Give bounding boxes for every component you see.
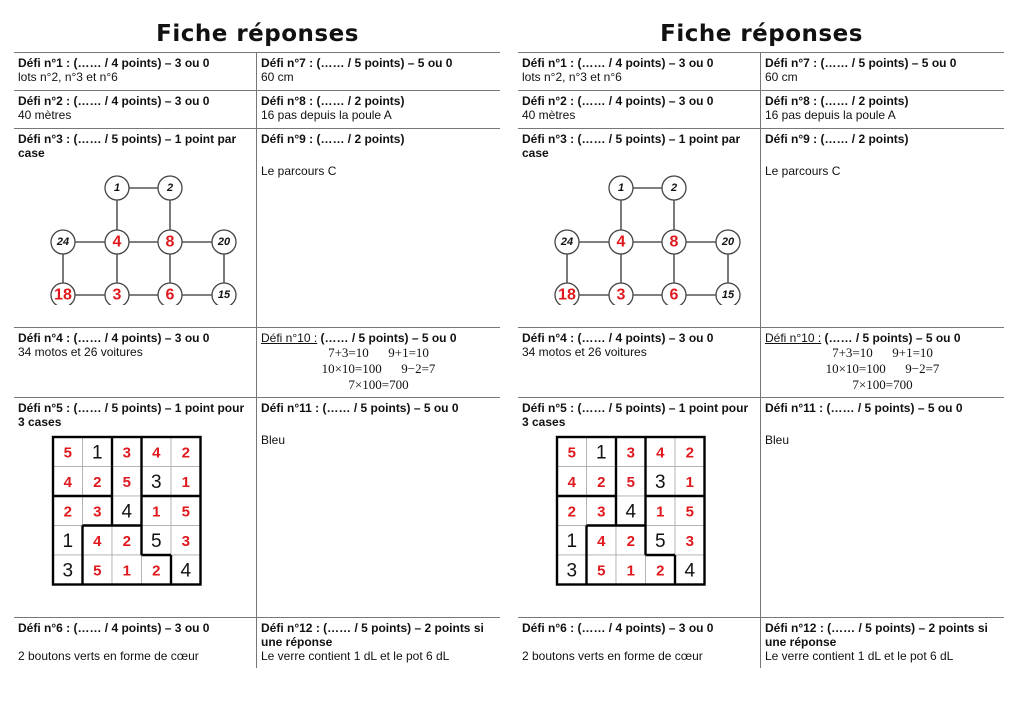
graph-node-value: 1 [113,182,121,194]
square-value: 2 [626,532,635,550]
square-value: 3 [122,444,131,462]
defi-8-cell [257,91,500,128]
square-value: 5 [567,444,576,462]
defi-9-answer: Le parcours C [765,164,841,178]
defi-1-answer: lots n°2, n°3 et n°6 [18,70,118,84]
row-6 [14,618,500,668]
graph-node-value: 1 [617,182,625,194]
row-1 [518,53,1004,91]
square-value: 1 [152,503,161,521]
graph-node-value: 4 [616,233,626,251]
defi-10-cell [257,328,500,397]
square-value: 5 [654,530,666,552]
graph-node-value: 4 [112,233,122,251]
defi-2-answer: 40 mètres [522,108,576,122]
row-4 [518,328,1004,398]
answer-grid [518,52,1004,668]
number-graph [522,160,756,305]
defi-4-header: Défi n°4 : (…… / 4 points) – 3 ou 0 [522,331,714,345]
square-value: 1 [656,503,665,521]
square-value: 1 [122,562,131,580]
defi-12-answer: Le verre contient 1 dL et le pot 6 dL [765,649,954,663]
defi-10-line-3: 7×100=700 [348,377,409,392]
square-value: 4 [684,560,696,582]
graph-node-value: 8 [165,233,175,251]
defi-6-cell [518,618,761,668]
square-value: 1 [685,473,694,491]
defi-11-cell [257,398,500,617]
defi-10-label: Défi n°10 : [261,331,318,345]
defi-11-header: Défi n°11 : (…… / 5 points) – 5 ou 0 [765,401,963,415]
defi-8-answer: 16 pas depuis la poule A [261,108,392,122]
defi-10-header: (…… / 5 points) – 5 ou 0 [317,331,457,345]
defi-10-line-1: 7+3=10 9+1=10 [832,345,933,360]
defi-5-cell [518,398,761,617]
defi-10-cell [761,328,1004,397]
defi-10-header: (…… / 5 points) – 5 ou 0 [821,331,961,345]
graph-node-value: 8 [669,233,679,251]
defi-9-cell [761,129,1004,327]
defi-3-header: Défi n°3 : (…… / 5 points) – 1 point par case [18,132,237,160]
square-value: 3 [93,503,102,521]
defi-1-answer: lots n°2, n°3 et n°6 [522,70,622,84]
square-value: 2 [181,444,190,462]
defi-11-answer: Bleu [765,433,790,447]
defi-4-header: Défi n°4 : (…… / 4 points) – 3 ou 0 [18,331,210,345]
defi-8-cell [761,91,1004,128]
row-6 [518,618,1004,668]
defi-10-line-2: 10×10=100 9−2=7 [825,361,940,376]
defi-7-answer: 60 cm [261,70,294,84]
square-value: 3 [597,503,606,521]
defi-4-cell [518,328,761,397]
graph-node-value: 18 [54,286,72,304]
latin-square [18,429,252,589]
defi-3-cell [14,129,257,327]
graph-node-value: 3 [616,286,626,304]
square-value: 2 [152,562,161,580]
defi-1-header: Défi n°1 : (…… / 4 points) – 3 ou 0 [522,56,714,70]
square-value: 1 [626,562,635,580]
graph-node-value: 6 [165,286,175,304]
square-value: 3 [181,532,190,550]
square-value: 5 [122,473,131,491]
row-1 [14,53,500,91]
square-value: 3 [566,560,578,582]
graph-node-value: 2 [166,182,174,194]
answer-sheet [518,14,1005,668]
square-value: 4 [93,532,102,550]
square-value: 4 [567,473,576,491]
square-value: 2 [597,473,606,491]
square-value: 3 [62,560,74,582]
square-value: 4 [152,444,161,462]
square-value: 1 [91,442,103,464]
defi-4-answer: 34 motos et 26 voitures [522,345,647,359]
graph-node-value: 24 [560,236,574,248]
defi-7-header: Défi n°7 : (…… / 5 points) – 5 ou 0 [765,56,957,70]
defi-6-header: Défi n°6 : (…… / 4 points) – 3 ou 0 [522,621,714,635]
square-value: 1 [595,442,607,464]
square-value: 3 [654,471,666,493]
defi-7-answer: 60 cm [765,70,798,84]
answer-grid [14,52,500,668]
defi-6-answer: 2 boutons verts en forme de cœur [522,649,703,663]
defi-10-line-1: 7+3=10 9+1=10 [328,345,429,360]
square-value: 2 [685,444,694,462]
defi-5-header: Défi n°5 : (…… / 5 points) – 1 point pour 3 cases [18,401,245,429]
defi-5-cell [14,398,257,617]
defi-12-header: Défi n°12 : (…… / 5 points) – 2 points si une réponse [261,621,484,649]
square-value: 3 [150,471,162,493]
defi-11-answer: Bleu [261,433,286,447]
row-3 [518,129,1004,328]
square-value: 3 [626,444,635,462]
sheet-title: Fiche réponses [156,21,359,47]
square-value: 4 [63,473,72,491]
defi-9-answer: Le parcours C [261,164,337,178]
defi-5-header: Défi n°5 : (…… / 5 points) – 1 point pour 3 cases [522,401,749,429]
defi-12-header: Défi n°12 : (…… / 5 points) – 2 points si une réponse [765,621,988,649]
defi-7-header: Défi n°7 : (…… / 5 points) – 5 ou 0 [261,56,453,70]
defi-12-cell [257,618,500,668]
defi-12-cell [761,618,1004,668]
defi-9-header: Défi n°9 : (…… / 2 points) [261,132,405,146]
defi-1-cell [518,53,761,90]
square-value: 5 [63,444,72,462]
defi-3-cell [518,129,761,327]
graph-node-value: 2 [670,182,678,194]
defi-1-header: Défi n°1 : (…… / 4 points) – 3 ou 0 [18,56,210,70]
defi-2-cell [14,91,257,128]
square-value: 4 [597,532,606,550]
square-value: 5 [626,473,635,491]
square-value: 4 [625,501,637,523]
defi-8-answer: 16 pas depuis la poule A [765,108,896,122]
row-5 [14,398,500,618]
defi-1-cell [14,53,257,90]
defi-2-answer: 40 mètres [18,108,72,122]
defi-6-header: Défi n°6 : (…… / 4 points) – 3 ou 0 [18,621,210,635]
square-value: 4 [121,501,133,523]
square-value: 2 [63,503,72,521]
graph-node-value: 18 [558,286,576,304]
graph-node-value: 15 [217,289,231,301]
graph-node-value: 20 [721,236,735,248]
row-4 [14,328,500,398]
square-value: 5 [181,503,190,521]
defi-4-answer: 34 motos et 26 voitures [18,345,143,359]
square-value: 3 [685,532,694,550]
graph-node-value: 15 [721,289,735,301]
square-value: 5 [597,562,606,580]
square-value: 5 [150,530,162,552]
square-value: 2 [93,473,102,491]
defi-11-cell [761,398,1004,617]
defi-3-header: Défi n°3 : (…… / 5 points) – 1 point par case [522,132,741,160]
defi-10-line-2: 10×10=100 9−2=7 [321,361,436,376]
defi-6-answer: 2 boutons verts en forme de cœur [18,649,199,663]
defi-7-cell [257,53,500,90]
defi-7-cell [761,53,1004,90]
graph-node-value: 3 [112,286,122,304]
latin-square [522,429,756,589]
defi-2-header: Défi n°2 : (…… / 4 points) – 3 ou 0 [522,94,714,108]
defi-11-header: Défi n°11 : (…… / 5 points) – 5 ou 0 [261,401,459,415]
square-value: 1 [62,530,74,552]
square-value: 5 [93,562,102,580]
defi-2-cell [518,91,761,128]
square-value: 2 [122,532,131,550]
square-value: 2 [656,562,665,580]
square-value: 5 [685,503,694,521]
defi-8-header: Défi n°8 : (…… / 2 points) [765,94,909,108]
row-5 [518,398,1004,618]
defi-6-cell [14,618,257,668]
answer-sheet [14,14,501,668]
row-2 [14,91,500,129]
graph-node-value: 20 [217,236,231,248]
square-value: 4 [180,560,192,582]
square-value: 4 [656,444,665,462]
square-value: 1 [181,473,190,491]
defi-9-cell [257,129,500,327]
defi-4-cell [14,328,257,397]
row-2 [518,91,1004,129]
defi-2-header: Défi n°2 : (…… / 4 points) – 3 ou 0 [18,94,210,108]
square-value: 2 [567,503,576,521]
defi-10-label: Défi n°10 : [765,331,822,345]
graph-node-value: 6 [669,286,679,304]
sheet-title: Fiche réponses [660,21,863,47]
row-3 [14,129,500,328]
number-graph [18,160,252,305]
defi-10-line-3: 7×100=700 [852,377,913,392]
square-value: 1 [566,530,578,552]
defi-8-header: Défi n°8 : (…… / 2 points) [261,94,405,108]
defi-12-answer: Le verre contient 1 dL et le pot 6 dL [261,649,450,663]
graph-node-value: 24 [56,236,70,248]
defi-9-header: Défi n°9 : (…… / 2 points) [765,132,909,146]
